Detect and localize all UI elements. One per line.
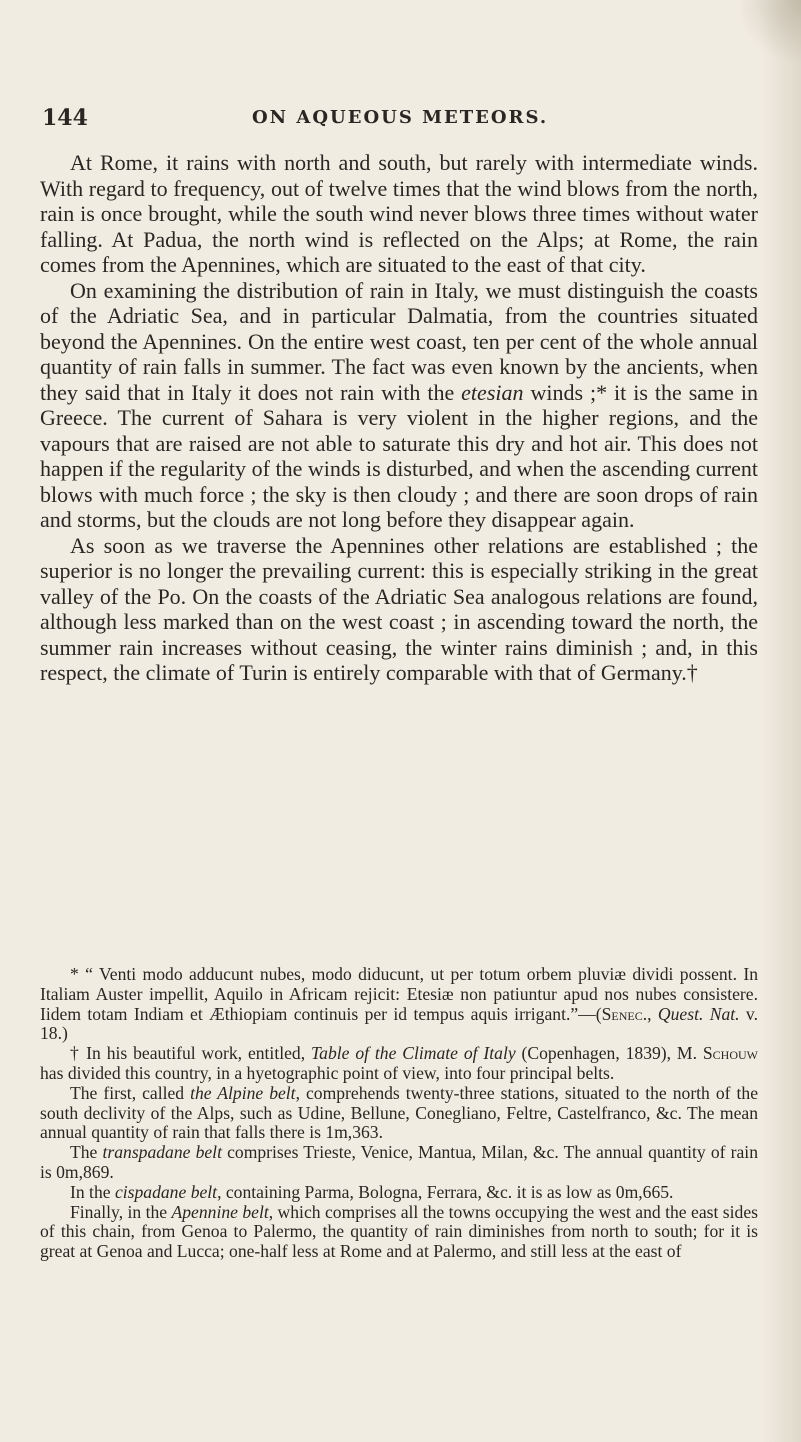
paragraph-rome: At Rome, it rains with north and south, but rarely with intermediate winds. With regard to frequency, out of twelve times that the wind blows from the north, rain is once brought, while the south wind never blows three times without water falling. At Padua, the north wind is reflected on the Alps; at Rome, the rain comes from the Apennines, which are situated to the east of that city. (40, 150, 758, 277)
footnote-dagger-text-2: (Copenhagen, 1839), M. (515, 1043, 703, 1064)
apennine-text-2: , which comprises all the towns occupying the west and the east sides of this chain, from Genoa to Palermo, the quantity of rain diminishes from north to south; for it is great at Genoa and Lucca; one-half less at Rome and at Palermo, and still less at the east of (40, 1201, 758, 1262)
running-title: ON AQUEOUS METEORS. (252, 107, 549, 128)
paragraph-distribution (40, 278, 758, 533)
page-number: 144 (42, 105, 88, 131)
transpadane-text-1: The (70, 1142, 103, 1163)
footnote-separator: , (647, 1003, 658, 1024)
footnote-reference: v. 18.) (40, 1003, 758, 1044)
transpadane-text-2: comprises Trieste, Venice, Mantua, Milan, &c. The annual quantity of rain is 0m,869. (40, 1142, 758, 1182)
apennine-belt-name: Apennine belt (171, 1201, 269, 1222)
footnote-asterisk (40, 965, 758, 1044)
footnote-dagger (40, 1044, 758, 1084)
footnote-dagger-text-3: has divided this country, in a hyetographic point of view, into four principal belts. (40, 1062, 615, 1083)
footnote-transpadane-belt (40, 1143, 758, 1183)
footnote-quote: * “ Venti modo adducunt nubes, modo diducunt, ut per totum orbem pluviæ dividi possent. In Italiam Auster impellit, Aquilo in Africam rejicit: Etesiæ non patiuntur apud nos nubes consistere. Iidem totam Indiam et Æthiopiam continuis per id tempus aquis irrigant.”—( (40, 964, 758, 1024)
work-title: Table of the Climate of Italy (310, 1043, 516, 1064)
cispadane-text-1: In the (70, 1181, 115, 1202)
transpadane-belt-name: transpadane belt (102, 1142, 222, 1163)
paragraph-apennines: As soon as we traverse the Apennines other relations are established ; the superior is no longer the prevailing current: this is especially striking in the great valley of the Po. On the coasts of the Adriatic Sea analogous relations are found, although less marked than on the west coast ; in ascending toward the north, the summer rain increases without ceasing, the winter rains diminish ; and, in this respect, the climate of Turin is entirely comparable with that of Germany.† (40, 532, 758, 685)
cispadane-text-2: , containing Parma, Bologna, Ferrara, &c. it is as low as 0m,665. (217, 1181, 674, 1202)
footnote-source: Quest. Nat. (657, 1003, 740, 1024)
footnote-dagger-text-1: † In his beautiful work, entitled, (70, 1043, 311, 1064)
footnote-apennine-belt (40, 1203, 758, 1262)
footnote-author: Senec. (601, 1003, 648, 1024)
alpine-belt-name: the Alpine belt (190, 1082, 296, 1103)
paragraph-distribution-text-2: winds ;* it is the same in Greece. The current of Sahara is very violent in the higher regions, and the vapours that are raised are not able to saturate this dry and hot air. This does not happen if the regularity of the winds is disturbed, and when the ascending current blows with much force ; the sky is then cloudy ; and there are soon drops of rain and storms, but the clouds are not long before they disappear again. (40, 379, 758, 532)
alpine-text-1: The first, called (70, 1082, 191, 1103)
paragraph-distribution-text-1: On examining the distribution of rain in Italy, we must distinguish the coasts of the Adriatic Sea, and in particular Dalmatia, from the countries situated beyond the Apennines. On the entire west coast, ten per cent of the whole annual quantity of rain falls in summer. The fact was even known by the ancients, when they said that in Italy it does not rain with the (40, 277, 758, 405)
page-edge-shadow (761, 0, 801, 1442)
footnotes (40, 965, 758, 1262)
footnote-alpine-belt (40, 1084, 758, 1143)
apennine-text-1: Finally, in the (70, 1201, 172, 1222)
footnote-cispadane-belt (40, 1183, 758, 1203)
main-text (40, 150, 758, 686)
etesian-word: etesian (461, 379, 524, 405)
cispadane-belt-name: cispadane belt (114, 1181, 218, 1202)
author-schouw: Schouw (702, 1043, 758, 1064)
page-header (42, 105, 742, 137)
alpine-text-2: , comprehends twenty-three stations, situated to the north of the south declivity of the Alps, such as Udine, Bellune, Conegliano, Feltre, Castelfranco, &c. The mean annual quantity of rain that falls there is 1m,363. (40, 1082, 759, 1143)
page-corner-stain (741, 0, 801, 70)
